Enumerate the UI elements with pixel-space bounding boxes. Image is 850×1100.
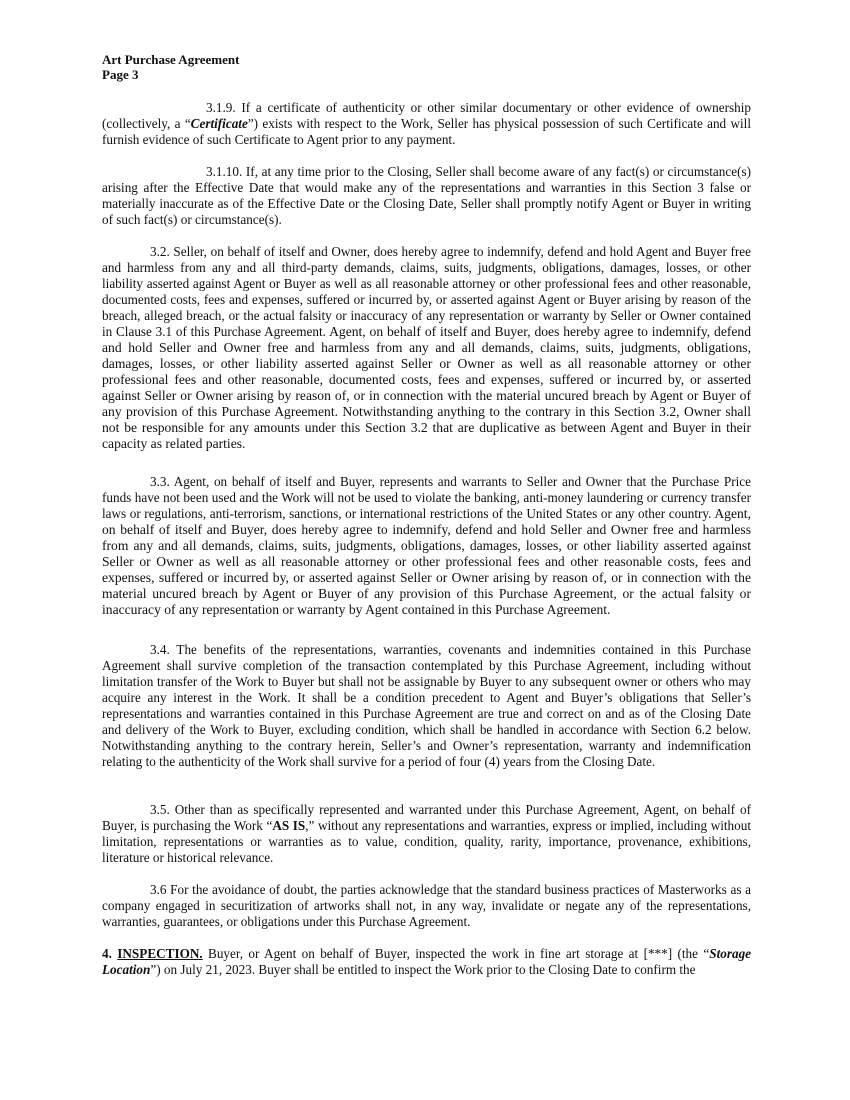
clause-3-1-9 xyxy=(102,100,751,148)
document-title: Art Purchase Agreement xyxy=(102,52,240,67)
section-4-inspection xyxy=(102,946,751,978)
section-4-heading: INSPECTION. xyxy=(117,946,203,961)
clause-3-2 xyxy=(102,244,751,452)
defined-term-certificate: Certificate xyxy=(190,116,248,131)
section-4-text-b: ”) on July 21, 2023. Buyer shall be entitled to inspect the Work prior to the Closing Date to confirm the xyxy=(150,962,696,977)
clause-3-1-9-text-b: ”) exists with respect to the Work, Seller has physical possession of such Certificate and will furnish evidence of such Certificate to Agent prior to any payment. xyxy=(102,116,751,147)
section-4-number: 4. xyxy=(102,946,112,961)
defined-term-as-is: AS IS xyxy=(272,818,306,833)
clause-3-1-9-text-a: 3.1.9. If a certificate of authenticity or other similar documentary or other evidence of ownership (collectively, a “ xyxy=(102,100,751,131)
clause-3-6: 3.6 For the avoidance of doubt, the parties acknowledge that the standard business practices of Masterworks as a company engaged in securitization of artworks shall not, in any way, invalidate or negate any of the representations, warranties, guarantees, or obligations under this Purchase Agreement. xyxy=(102,882,751,929)
clause-3-1-10: 3.1.10. If, at any time prior to the Closing, Seller shall become aware of any fact(s) or circumstance(s) arising after the Effective Date that would make any of the representations and warranties in this Section 3 false or materially inaccurate as of the Effective Date or the Closing Date, Seller shall promptly notify Agent or Buyer in writing of such fact(s) or circumstance(s). xyxy=(102,164,751,227)
section-4-text-a: Buyer, or Agent on behalf of Buyer, inspected the work in fine art storage at [***] (the “ xyxy=(202,946,710,961)
clause-3-2-text-a: 3.2. Seller, on behalf of itself and Owner, does hereby agree to indemnify, defend and hold Agent and Buyer free and harmless from any and all third-party demands, claims, suits, judgments, obligations, damages, losses, or other liability asserted against Agent or Buyer as well as all reasonable attorney or other professional fees and other reasonable, documented costs, fees and expenses, suffered or incurred by, or asserted against Agent or Buyer arising by reason of the breach, alleged breach, or the actual falsity or inaccuracy of any representation or warranty by Seller or Owner contained in Clause 3.1 of this Purchase Agreement. xyxy=(102,244,751,339)
page-header xyxy=(102,52,239,82)
clause-3-5-text-a: 3.5. Other than as specifically represented and warranted under this Purchase Agreement, Agent, on behalf of Buyer, is purchasing the Work “ xyxy=(102,802,751,833)
clause-3-4: 3.4. The benefits of the representations, warranties, covenants and indemnities contained in this Purchase Agreement shall survive completion of the transaction contemplated by this Purchase Agreement, including without limitation transfer of the Work to Buyer but shall not be assignable by Buyer to any subsequent owner or others who may acquire any interest in the Work. It shall be a condition precedent to Agent and Buyer’s obligations that Seller’s representations and warranties contained in this Purchase Agreement are true and correct on and as of the Closing Date and delivery of the Work to Buyer, excluding condition, which shall be handled in accordance with Section 6.2 below. Notwithstanding anything to the contrary herein, Seller’s and Owner’s representation, warranty and indemnification relating to the authenticity of the Work shall survive for a period of four (4) years from the Closing Date. xyxy=(102,642,751,769)
clause-3-5 xyxy=(102,802,751,866)
clause-3-5-text-b: ,” without any representations and warranties, express or implied, including without limitation, representations or warranties as to value, condition, quality, rarity, importance, provenance, exhibitions, literature or historical relevance. xyxy=(102,818,751,865)
defined-term-storage-location: Storage Location xyxy=(102,946,752,977)
page-number: Page 3 xyxy=(102,67,139,82)
clause-3-3-text-a: 3.3. Agent, on behalf of itself and Buyer, represents and warrants to Seller and Owner that the Purchase Price funds have not been used and the Work will not be used to violate the banking, anti-money laundering or currency transfer laws or regulations, anti-terrorism, sanctions, or international restrictions of the United States or any other country. xyxy=(102,474,751,521)
clause-3-2-text-b: Agent, on behalf of itself and Buyer, does hereby agree to indemnify, defend and hold Seller and Owner free and harmless from any and all demands, claims, suits, judgments, obligations, damages, losses, or other liability asserted against Seller or Owner as well as all reasonable attorney or other professional fees and other reasonable, documented costs, fees and expenses, suffered or incurred by, or asserted against Seller or Owner arising by reason of, or in connection with the material uncured breach by Agent or Buyer of any provision of this Purchase Agreement. Notwithstanding anything to the contrary in this Section 3.2, Owner shall not be responsible for any amounts under this Section 3.2 that are duplicative as between Agent and Buyer in their capacity as related parties. xyxy=(102,324,752,451)
clause-3-3 xyxy=(102,474,751,618)
clause-3-3-text-b: Agent, on behalf of itself and Buyer, does hereby agree to indemnify, defend and hold Seller and Owner free and harmless from any and all demands, claims, suits, judgments, obligations, damages, losses, or other liability asserted against Seller or Owner as well as all reasonable attorney or other professional fees and other reasonable costs, fees and expenses, suffered or incurred by, or asserted against Seller or Owner arising by reason of, or in connection with the material uncured breach by Agent or Buyer of any provision of this Purchase Agreement, or the actual falsity or inaccuracy of any representation or warranty by Agent contained in this Purchase Agreement. xyxy=(102,506,751,617)
